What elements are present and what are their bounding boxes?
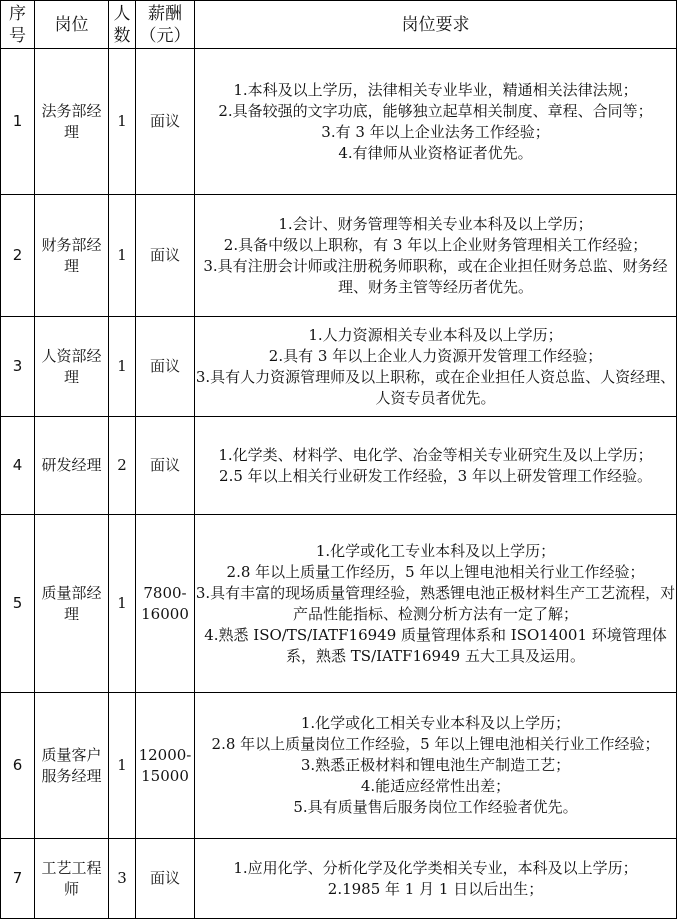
- requirement-item: 1.化学类、材料学、电化学、冶金等相关专业研究生及以上学历；: [218, 445, 653, 464]
- position-label: 质量客户服务经理: [41, 745, 102, 785]
- cell-requirements: [195, 317, 677, 417]
- requirement-item: 2.8 年以上质量岗位工作经验，5 年以上锂电池相关行业工作经验；: [211, 735, 660, 753]
- requirement-item: 1.化学或化工相关专业本科及以上学历；: [300, 714, 571, 732]
- position-label: 法务部经理: [41, 101, 102, 141]
- requirement-item: 3.熟悉正极材料和锂电池生产制造工艺；: [300, 756, 571, 774]
- requirement-item: 3.具有人力资源管理师及以上职称，或在企业担任人资总监、人资经理、人资专员者优先。: [195, 367, 676, 407]
- table-row: [1, 839, 677, 919]
- header-requirements: 岗位要求: [195, 1, 677, 49]
- requirement-item: 3.有 3 年以上企业法务工作经验；: [321, 122, 550, 141]
- position-label: 质量部经理: [41, 583, 102, 623]
- header-salary: 薪酬 （元）: [136, 1, 195, 49]
- requirement-item: 2.具备中级以上职称，有 3 年以上企业财务管理相关工作经验；: [223, 235, 648, 254]
- table-row: [1, 49, 677, 195]
- position-label: 财务部经理: [41, 235, 102, 275]
- cell-count: 1: [109, 515, 136, 693]
- requirement-item: 4.有律师从业资格证者优先。: [338, 143, 533, 162]
- cell-seq: 7: [1, 839, 35, 919]
- header-seq: 序 号: [1, 1, 35, 49]
- header-position: 岗位: [35, 1, 109, 49]
- requirement-item: 3.具有注册会计师或注册税务师职称，或在企业担任财务总监、财务经理、财务主管等经历者优先。: [203, 256, 668, 296]
- cell-count: 1: [109, 317, 136, 417]
- requirement-item: 3.具有丰富的现场质量管理经验，熟悉锂电池正极材料生产工艺流程，对产品性能指标、检测分析方法有一定了解；: [195, 583, 676, 623]
- cell-count: 1: [109, 693, 136, 839]
- cell-salary: 面议: [136, 195, 195, 317]
- table-row: [1, 693, 677, 839]
- requirement-item: 2.5 年以上相关行业研发工作经验，3 年以上研发管理工作经验。: [219, 466, 652, 485]
- requirement-item: 2.1985 年 1 月 1 日以后出生；: [327, 879, 544, 898]
- requirement-item: 1.化学或化工专业本科及以上学历；: [315, 541, 556, 560]
- requirement-item: 2.8 年以上质量工作经历，5 年以上锂电池相关行业工作经验；: [226, 562, 645, 581]
- cell-requirements: [195, 417, 677, 515]
- cell-count: 2: [109, 417, 136, 515]
- cell-position: [35, 693, 109, 839]
- table-row: [1, 317, 677, 417]
- cell-seq: 6: [1, 693, 35, 839]
- cell-requirements: [195, 49, 677, 195]
- header-row: [1, 1, 677, 49]
- cell-requirements: [195, 515, 677, 693]
- requirement-item: 1.应用化学、分析化学及化学类相关专业，本科及以上学历；: [233, 858, 638, 877]
- cell-seq: 4: [1, 417, 35, 515]
- requirement-item: 2.具有 3 年以上企业人力资源开发管理工作经验；: [268, 346, 603, 365]
- cell-salary: 面议: [136, 839, 195, 919]
- requirement-item: 1.会计、财务管理等相关专业本科及以上学历；: [278, 214, 593, 233]
- cell-count: 1: [109, 49, 136, 195]
- position-label: 工艺工程师: [41, 858, 102, 898]
- requirement-item: 4.熟悉 ISO/TS/IATF16949 质量管理体系和 ISO14001 环境管理体系，熟悉 TS/IATF16949 五大工具及运用。: [204, 625, 667, 665]
- requirement-item: 2.具备较强的文字功底，能够独立起草相关制度、章程、合同等；: [218, 101, 653, 120]
- table-row: [1, 417, 677, 515]
- cell-count: 3: [109, 839, 136, 919]
- table-row: [1, 515, 677, 693]
- cell-seq: 1: [1, 49, 35, 195]
- cell-seq: 3: [1, 317, 35, 417]
- cell-requirements: [195, 693, 677, 839]
- cell-position: [35, 515, 109, 693]
- cell-salary: 7800- 16000: [136, 515, 195, 693]
- position-label: 人资部经理: [41, 346, 102, 386]
- cell-position: [35, 839, 109, 919]
- cell-requirements: [195, 839, 677, 919]
- cell-salary: 面议: [136, 49, 195, 195]
- cell-seq: 2: [1, 195, 35, 317]
- cell-salary: 面议: [136, 317, 195, 417]
- position-label: 研发经理: [41, 456, 102, 474]
- cell-salary: 面议: [136, 417, 195, 515]
- requirement-item: 1.本科及以上学历，法律相关专业毕业，精通相关法律法规；: [233, 80, 638, 99]
- cell-position: [35, 49, 109, 195]
- cell-position: [35, 195, 109, 317]
- cell-position: [35, 417, 109, 515]
- header-count: 人 数: [109, 1, 136, 49]
- cell-salary: 12000- 15000: [136, 693, 195, 839]
- cell-seq: 5: [1, 515, 35, 693]
- requirement-item: 1.人力资源相关专业本科及以上学历；: [308, 325, 563, 344]
- table-row: [1, 195, 677, 317]
- cell-position: [35, 317, 109, 417]
- cell-requirements: [195, 195, 677, 317]
- cell-count: 1: [109, 195, 136, 317]
- requirement-item: 5.具有质量售后服务岗位工作经验者优先。: [293, 798, 578, 816]
- requirement-item: 4.能适应经常性出差；: [360, 777, 511, 795]
